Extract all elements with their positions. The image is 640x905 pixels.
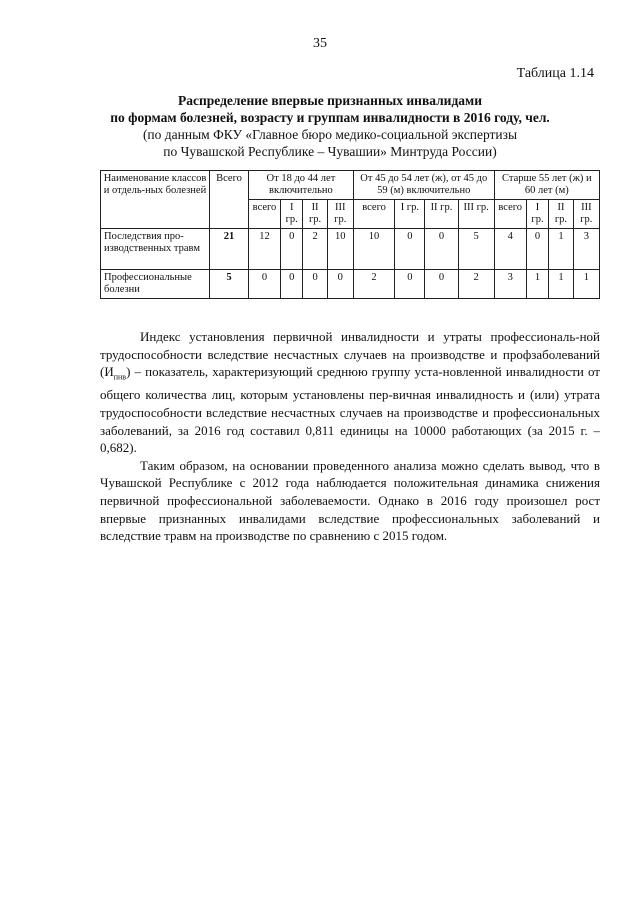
title-line-2: по формам болезней, возрасту и группам инвалидности в 2016 году, чел. xyxy=(110,110,550,125)
cell: 4 xyxy=(494,229,526,270)
row-total: 5 xyxy=(210,270,249,299)
cell: 0 xyxy=(327,270,353,299)
cell: 10 xyxy=(327,229,353,270)
cell: 0 xyxy=(395,229,425,270)
cell: 0 xyxy=(280,270,302,299)
cell: 0 xyxy=(526,229,549,270)
title-line-4: по Чувашской Республике – Чувашии» Минтруда России) xyxy=(163,144,497,159)
subheader: II гр. xyxy=(425,200,458,229)
title-line-3: (по данным ФКУ «Главное бюро медико-социальной экспертизы xyxy=(142,127,518,142)
cell: 2 xyxy=(303,229,327,270)
cell: 1 xyxy=(526,270,549,299)
paragraph-part: Индекс установления первичной инвалидности и утраты профессиональ-ной трудоспособности вследствие несчастных случаев на производстве и профзаболеваний (И xyxy=(100,329,600,380)
cell: 2 xyxy=(353,270,394,299)
header-total: Всего xyxy=(210,171,249,229)
cell: 10 xyxy=(353,229,394,270)
cell: 0 xyxy=(425,270,458,299)
subheader: III гр. xyxy=(327,200,353,229)
paragraph-index xyxy=(100,328,600,457)
cell: 0 xyxy=(425,229,458,270)
subheader: II гр. xyxy=(303,200,327,229)
disability-table xyxy=(100,170,600,299)
cell: 1 xyxy=(573,270,599,299)
paragraph-conclusion: Таким образом, на основании проведенного анализа можно сделать вывод, что в Чувашской Республике с 2012 года наблюдается положительная динамика снижения первичной профессиональной заболеваемости. Однако в 2016 году произошел рост впервые признанных инвалидами вследствие профессиональных заболеваний и вследствие травм на производстве по сравнению с 2015 годом. xyxy=(100,457,600,544)
cell: 5 xyxy=(458,229,494,270)
paragraph-part: ) – показатель, характеризующий среднюю группу уста-новленной инвалидности от общего количества лиц, которым установлены пер-вичная инвалидность и (или) утрата трудоспособности вследствие несчастных случаев на производстве и профессиональных заболеваний, за 2016 год составил 0,811 единицы на 10000 работающих (за 2015 г. – 0,682). xyxy=(100,364,600,456)
header-age-18-44: От 18 до 44 лет включительно xyxy=(249,171,354,200)
table-row xyxy=(101,229,600,270)
body-text xyxy=(100,328,600,545)
subheader: III гр. xyxy=(573,200,599,229)
row-total: 21 xyxy=(210,229,249,270)
cell: 0 xyxy=(395,270,425,299)
subheader: I гр. xyxy=(526,200,549,229)
row-name: Профессиональные болезни xyxy=(101,270,210,299)
header-name: Наименование классов и отдель-ных болезней xyxy=(101,171,210,229)
index-subscript: пнв xyxy=(113,372,127,382)
cell: 1 xyxy=(549,229,573,270)
subheader: I гр. xyxy=(280,200,302,229)
subheader: всего xyxy=(494,200,526,229)
title-line-1: Распределение впервые признанных инвалидами xyxy=(177,93,483,108)
subheader: всего xyxy=(353,200,394,229)
header-age-55-60-plus: Старше 55 лет (ж) и 60 лет (м) xyxy=(494,171,599,200)
cell: 0 xyxy=(249,270,281,299)
table-row xyxy=(101,270,600,299)
cell: 0 xyxy=(280,229,302,270)
subheader: I гр. xyxy=(395,200,425,229)
row-name: Последствия про-изводственных травм xyxy=(101,229,210,270)
header-age-45-59: От 45 до 54 лет (ж), от 45 до 59 (м) включительно xyxy=(353,171,494,200)
subheader: III гр. xyxy=(458,200,494,229)
cell: 12 xyxy=(249,229,281,270)
subheader: II гр. xyxy=(549,200,573,229)
cell: 3 xyxy=(573,229,599,270)
subheader: всего xyxy=(249,200,281,229)
cell: 1 xyxy=(549,270,573,299)
cell: 0 xyxy=(303,270,327,299)
cell: 2 xyxy=(458,270,494,299)
table-title xyxy=(60,92,600,160)
page-number: 35 xyxy=(313,36,327,51)
cell: 3 xyxy=(494,270,526,299)
table-label: Таблица 1.14 xyxy=(516,66,594,81)
